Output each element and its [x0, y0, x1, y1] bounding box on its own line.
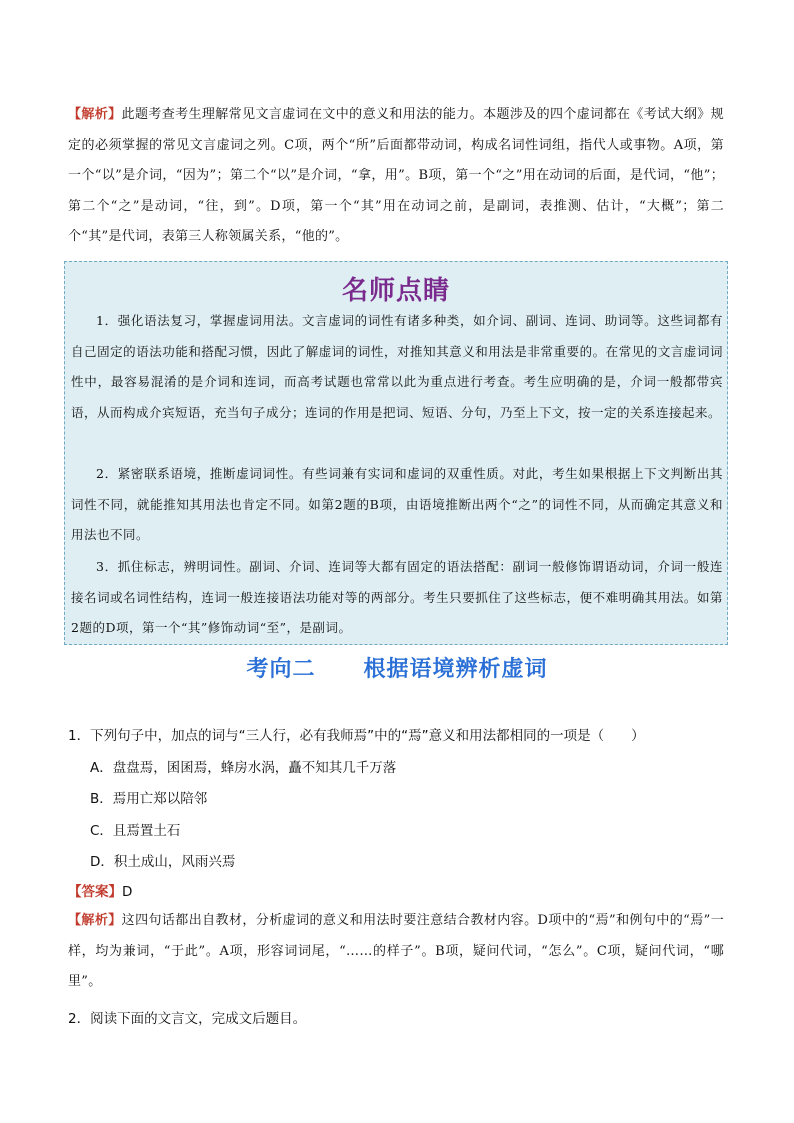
analysis-label: 【解析】	[68, 107, 122, 122]
tips-paragraph-3: 3．抓住标志，辨明词性。副词、介词、连词等大都有固定的语法搭配：副词一般修饰谓语动词，介词一般连接名词或名词性结构，连词一般连接语法功能对等的两部分。考生只要抓住了这些标志，便不难明确其用法。如第2题的D项，第一个“其”修饰动词“至”，是副词。	[71, 559, 723, 635]
analysis-text: 此题考查考生理解常见文言虚词在文中的意义和用法的能力。本题涉及的四个虚词都在《考试大纲》规定的必须掌握的常见文言虚词之列。C项，两个“所”后面都带动词，构成名词性词组，指代人或事物。A项，第一个“以”是介词，“因为”；第二个“以”是介词，“拿，用”。B项，第一个“之”用在动词的后面，是代词，“他”；第二个“之”是动词，“往，到”。D项，第一个“其”用在动词之前，是副词，表推测、估计，“大概”；第二个“其”是代词，表第三人称领属关系，“他的”。	[68, 107, 724, 244]
question-1-stem: 1．下列句子中，加点的词与“三人行，必有我师焉”中的“焉”意义和用法都相同的一项是（ ）	[68, 728, 645, 744]
section-title-part2: 根据语境辨析虚词	[363, 657, 548, 682]
answer-value: D	[122, 884, 133, 900]
analysis-paragraph	[68, 100, 724, 253]
tips-paragraph-1: 1．强化语法复习，掌握虚词用法。文言虚词的词性有诸多种类，如介词、副词、连词、助词等。这些词都有自己固定的语法功能和搭配习惯，因此了解虚词的词性，对推知其意义和用法是非常重要的。在常见的文言虚词词性中，最容易混淆的是介词和连词，而高考试题也常常以此为重点进行考查。考生应明确的是，介词一般都带宾语，从而构成介宾短语，充当句子成分；连词的作用是把词、短语、分句，乃至上下文，按一定的关系连接起来。	[71, 313, 723, 420]
tips-paragraph-2: 2．紧密联系语境，推断虚词词性。有些词兼有实词和虚词的双重性质。对此，考生如果根据上下文判断出其词性不同，就能推知其用法也肯定不同。如第2题的B项，由语境推断出两个“之”的词性不同，从而确定其意义和用法也不同。	[71, 466, 723, 542]
question-1-option-c: C．且焉置土石	[90, 823, 181, 839]
tips-box	[64, 261, 728, 645]
question-1-analysis-label: 【解析】	[68, 913, 122, 928]
section-title	[0, 652, 794, 683]
question-1-analysis	[68, 906, 724, 998]
question-1-analysis-text: 这四句话都出自教材，分析虚词的意义和用法时要注意结合教材内容。D项中的“焉”和例句中的“焉”一样，均为兼词，“于此”。A项，形容词词尾，“……的样子”。B项，疑问代词，“怎么”。C项，疑问代词，“哪里”。	[68, 913, 724, 989]
tips-box-title: 名师点睛	[341, 276, 450, 306]
question-1-option-d: D．积土成山，风雨兴焉	[90, 854, 236, 870]
question-2-stem: 2．阅读下面的文言文，完成文后题目。	[68, 1011, 307, 1027]
question-1-answer	[68, 882, 724, 902]
question-1-option-a: A．盘盘焉，囷囷焉，蜂房水涡，矗不知其几千万落	[90, 760, 397, 776]
section-title-part1: 考向二	[246, 657, 316, 682]
answer-label: 【答案】	[68, 884, 122, 900]
question-1-option-b: B．焉用亡郑以陪邻	[90, 791, 208, 807]
